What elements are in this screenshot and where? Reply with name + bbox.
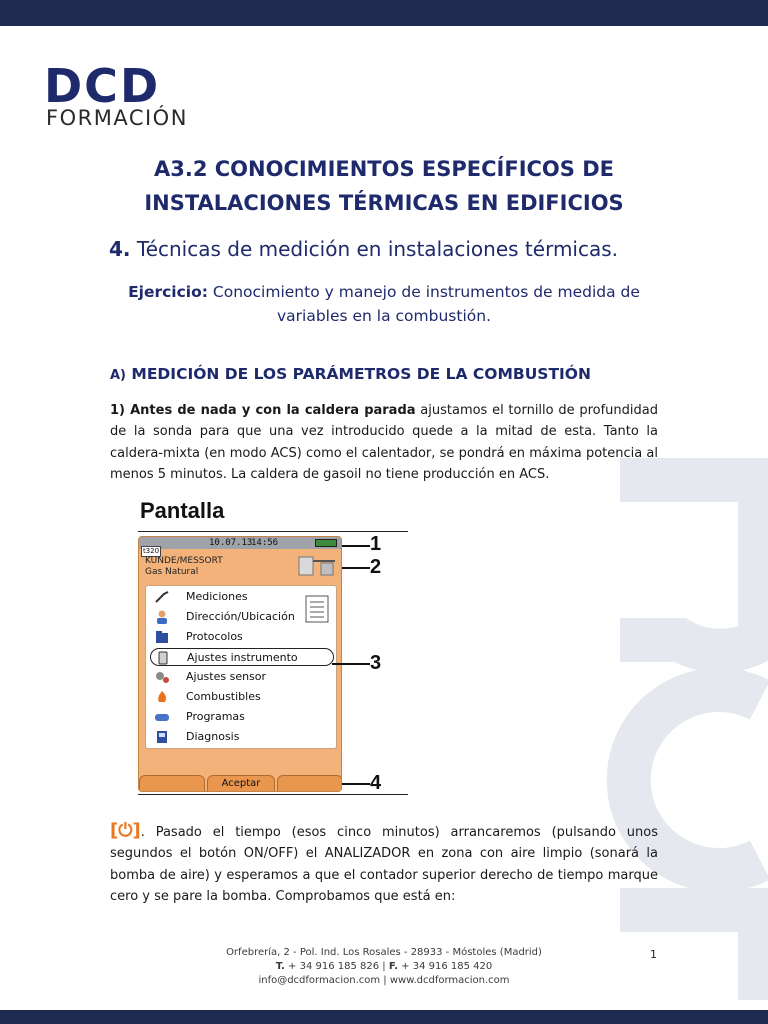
probe-icon bbox=[154, 590, 170, 604]
figure-rule-bottom bbox=[138, 794, 408, 795]
menu-item-label: Diagnosis bbox=[186, 730, 240, 743]
menu-item-label: Ajustes sensor bbox=[186, 670, 267, 683]
status-time: 14:56 bbox=[251, 538, 279, 548]
page-number: 1 bbox=[650, 948, 657, 961]
status-bar bbox=[139, 537, 342, 549]
footer-fax-label: F. bbox=[388, 961, 398, 972]
callout-3: 3 bbox=[370, 652, 382, 674]
main-menu bbox=[145, 585, 337, 749]
top-band bbox=[0, 0, 768, 26]
bracket-open: [ bbox=[110, 820, 119, 841]
menu-item-programas[interactable] bbox=[150, 708, 334, 726]
figure-title: Pantalla bbox=[140, 498, 225, 523]
softkey-accept[interactable]: Aceptar bbox=[207, 775, 275, 792]
softkey-row bbox=[139, 775, 342, 792]
figure-rule-top bbox=[138, 531, 408, 532]
callout-2: 2 bbox=[370, 556, 382, 578]
probe-status-icon bbox=[295, 553, 337, 579]
dcd-logo bbox=[44, 59, 224, 132]
user-icon bbox=[154, 610, 170, 624]
title-line-2: INSTALACIONES TÉRMICAS EN EDIFICIOS bbox=[144, 191, 624, 215]
program-icon bbox=[154, 710, 170, 724]
footer-tel: + 34 916 185 826 | bbox=[284, 961, 389, 972]
callout-line-4 bbox=[342, 783, 370, 785]
callout-line-3 bbox=[332, 663, 370, 665]
bracket-close: ] bbox=[132, 820, 141, 841]
title-line-1: A3.2 CONOCIMIENTOS ESPECÍFICOS DE bbox=[154, 157, 614, 181]
menu-item-label: Protocolos bbox=[186, 630, 243, 643]
menu-item-protocolos[interactable] bbox=[150, 628, 334, 646]
footer-contact: info@dcdformacion.com | www.dcdformacion.com bbox=[258, 975, 510, 986]
menu-item-label: Programas bbox=[186, 710, 245, 723]
diagnosis-icon bbox=[154, 730, 170, 744]
bottom-band bbox=[0, 1010, 768, 1024]
footer bbox=[150, 946, 618, 988]
menu-item-label: Combustibles bbox=[186, 690, 261, 703]
analyzer-screen bbox=[138, 536, 342, 792]
battery-icon bbox=[315, 539, 337, 547]
exercise-statement bbox=[110, 280, 658, 328]
logo-brand: DCD bbox=[44, 59, 161, 113]
menu-item-direccion[interactable] bbox=[150, 608, 334, 626]
menu-item-ajustes-instrumento[interactable] bbox=[150, 648, 334, 666]
footer-phones bbox=[150, 960, 618, 974]
exercise-text: Conocimiento y manejo de instrumentos de medida de variables en la combustión. bbox=[212, 283, 640, 325]
customer-line: KUNDE/MESSORT bbox=[145, 556, 223, 566]
section-number: 4. bbox=[109, 237, 131, 261]
softkey-right[interactable] bbox=[277, 775, 342, 792]
footer-address: Orfebrería, 2 - Pol. Ind. Los Rosales - 28933 - Móstoles (Madrid) bbox=[226, 947, 542, 958]
paragraph-1-bold: 1) Antes de nada y con la caldera parada bbox=[110, 403, 416, 418]
device-icon bbox=[155, 651, 171, 665]
menu-item-mediciones[interactable] bbox=[150, 588, 334, 606]
paragraph-1 bbox=[110, 400, 658, 485]
menu-item-ajustes-sensor[interactable] bbox=[150, 668, 334, 686]
footer-tel-label: T. bbox=[275, 961, 285, 972]
menu-item-label: Dirección/Ubicación bbox=[186, 610, 295, 623]
menu-item-diagnosis[interactable] bbox=[150, 728, 334, 746]
power-icon: [⏻] bbox=[110, 820, 141, 841]
footer-fax: + 34 916 185 420 bbox=[398, 961, 493, 972]
folder-icon bbox=[154, 630, 170, 644]
screen-figure bbox=[138, 498, 408, 798]
gears-icon bbox=[154, 670, 170, 684]
logo-subtitle: FORMACIÓN bbox=[46, 106, 188, 130]
callout-line-1 bbox=[342, 545, 370, 547]
model-badge: t320 bbox=[142, 547, 160, 555]
fuel-line: Gas Natural bbox=[145, 567, 199, 577]
softkey-left[interactable] bbox=[139, 775, 205, 792]
section-text: Técnicas de medición en instalaciones térmicas. bbox=[136, 237, 619, 261]
section-heading bbox=[109, 234, 709, 264]
document-title bbox=[60, 152, 708, 220]
callout-4: 4 bbox=[370, 772, 382, 794]
subheading-text: MEDICIÓN DE LOS PARÁMETROS DE LA COMBUSTIÓN bbox=[131, 365, 591, 383]
paragraph-1-text: ajustamos el tornillo de profundidad de la sonda para que una vez introducido quede a la mitad de esta. Tanto la caldera-mixta (en modo ACS) como el calentador, se pondrá en máxima potencia al menos 5 minutos. La caldera de gasoil no tiene producción en ACS. bbox=[110, 403, 658, 482]
watermark-logo bbox=[560, 440, 768, 1000]
menu-item-label: Mediciones bbox=[186, 590, 248, 603]
menu-item-combustibles[interactable] bbox=[150, 688, 334, 706]
callout-line-2 bbox=[342, 567, 370, 569]
exercise-label: Ejercicio: bbox=[128, 283, 208, 301]
callout-1: 1 bbox=[370, 533, 382, 555]
status-date: 10.07.13 bbox=[209, 538, 253, 548]
menu-item-label: Ajustes instrumento bbox=[187, 651, 298, 664]
paragraph-2 bbox=[110, 820, 658, 907]
subheading-letter: A) bbox=[110, 368, 127, 383]
flame-icon bbox=[154, 690, 170, 704]
subheading bbox=[110, 362, 670, 388]
paragraph-2-text: . Pasado el tiempo (esos cinco minutos) arrancaremos (pulsando unos segundos el botón ON/OFF) el ANALIZADOR en zona con aire limpio (sonará la bomba de aire) y esperamos a que el contador superior derecho de tiempo marque cero y se pare la bomba. Comprobamos que está en: bbox=[110, 825, 658, 904]
